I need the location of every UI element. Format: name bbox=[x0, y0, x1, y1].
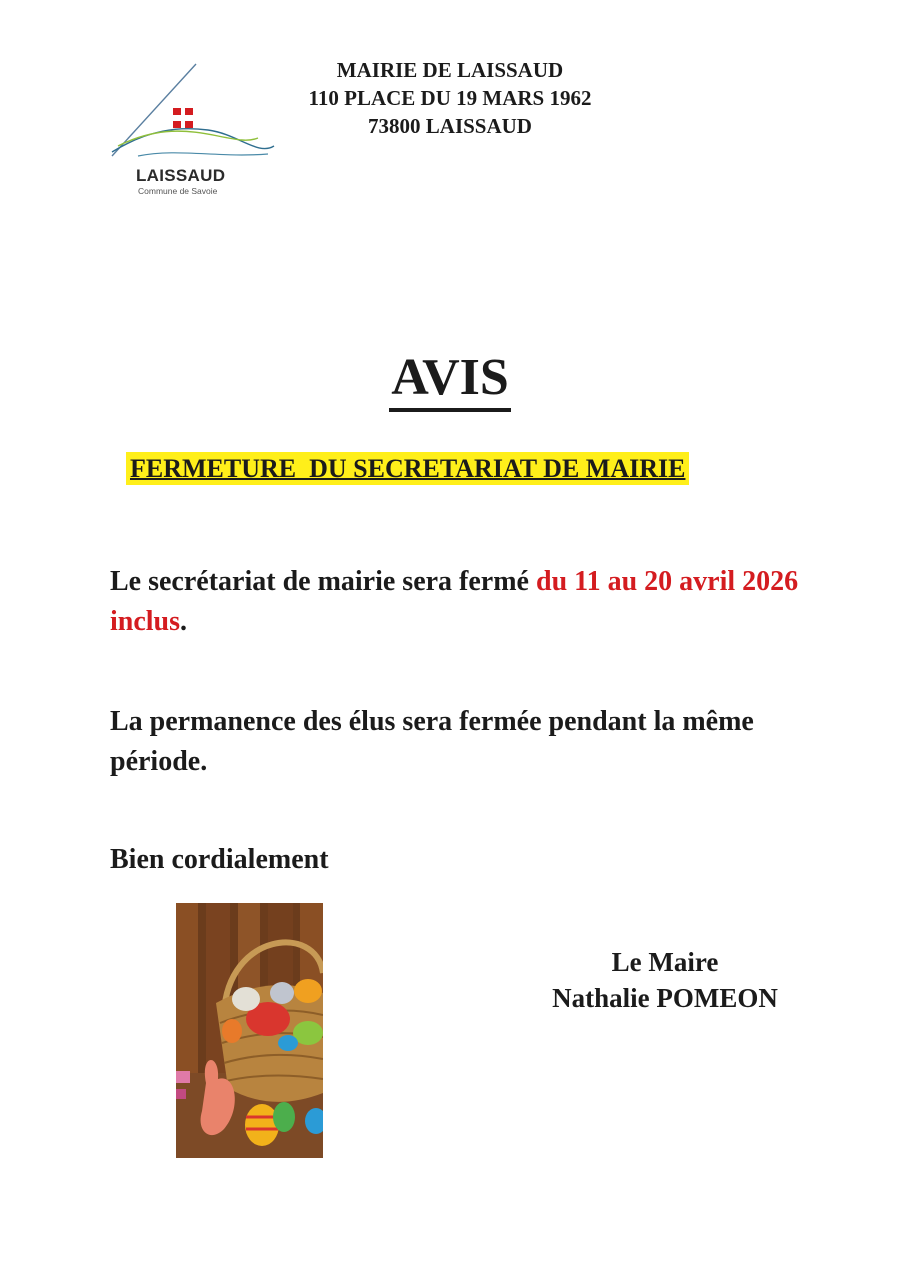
address-line-2: 110 PLACE DU 19 MARS 1962 bbox=[308, 86, 592, 110]
address-line-1: MAIRIE DE LAISSAUD bbox=[336, 58, 564, 82]
signature-name: Nathalie POMEON bbox=[552, 983, 778, 1013]
greeting: Bien cordialement bbox=[110, 844, 329, 875]
signature-block bbox=[500, 944, 830, 1016]
permanence-paragraph: La permanence des élus sera fermée pendant la même période. bbox=[110, 706, 754, 777]
notice-title: AVIS bbox=[389, 350, 511, 412]
address-line-3: 73800 LAISSAUD bbox=[368, 114, 532, 138]
easter-basket-image bbox=[176, 903, 323, 1158]
signature-title: Le Maire bbox=[611, 947, 719, 977]
notice-subtitle: FERMETURE DU SECRETARIAT DE MAIRIE bbox=[126, 452, 689, 485]
closure-period: . bbox=[180, 606, 188, 637]
mairie-address bbox=[250, 56, 650, 140]
logo-subtitle: Commune de Savoie bbox=[138, 186, 218, 196]
closure-text: Le secrétariat de mairie sera fermé bbox=[110, 566, 536, 597]
notice-title-wrap bbox=[0, 350, 900, 412]
closure-paragraph bbox=[110, 562, 810, 642]
logo-name: LAISSAUD bbox=[136, 166, 226, 185]
closure-dates: du 11 au 20 avril 2026 inclus bbox=[110, 566, 799, 637]
